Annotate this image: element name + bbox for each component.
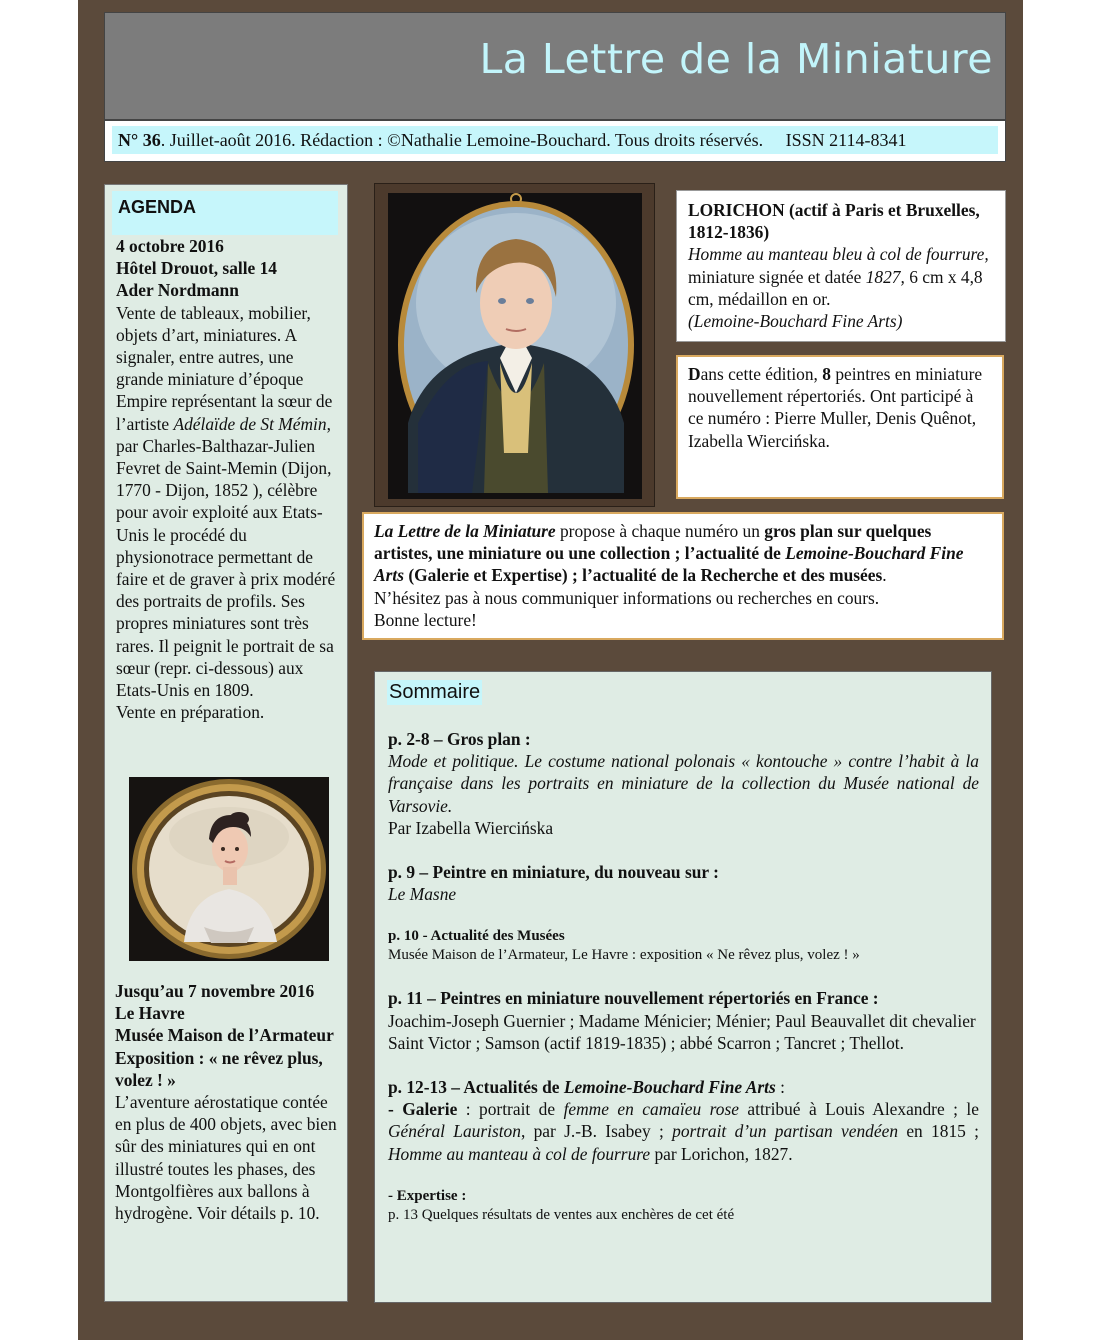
- galerie-work: Général Lauriston: [388, 1121, 521, 1142]
- sommaire-entry-title: Mode et politique. Le costume national polonais « kontouche » contre l’habit à la française dans les portraits en miniature de la collection du Musée national de Varsovie.: [388, 751, 979, 816]
- sommaire-entry-title: Le Masne: [388, 884, 457, 905]
- galerie-work: Homme au manteau à col de fourrure: [388, 1143, 651, 1164]
- caption-credit: (Lemoine-Bouchard Fine Arts): [688, 311, 903, 332]
- sommaire-head-text: p. 12-13 – Actualités de: [388, 1077, 564, 1098]
- issue-line: [112, 126, 998, 154]
- sommaire-head-gallery: Lemoine-Bouchard Fine Arts: [563, 1077, 776, 1098]
- event-note: Vente en préparation.: [116, 702, 265, 723]
- event-date: Jusqu’au 7 novembre 2016: [115, 981, 315, 1001]
- caption-artist: LORICHON (actif à Paris et Bruxelles, 1812-1836): [688, 200, 980, 243]
- edition-text-2: peintres en miniature nouvellement répertoriés. Ont participé à ce numéro : Pierre Muller, Denis Quênot, Izabella Wiercińska.: [688, 364, 983, 451]
- issue-bar: [104, 120, 1006, 162]
- event-exhibition: Exposition : « ne rêvez plus, volez ! »: [115, 1047, 323, 1090]
- intro-line-2: N’hésitez pas à nous communiquer informations ou recherches en cours.: [374, 587, 880, 608]
- sommaire-panel: [374, 671, 992, 1303]
- event-text: Vente de tableaux, mobilier, objets d’art, miniatures. A signaler, entre autres, une grande miniature d’époque Empire représentant la sœur de l’artiste: [116, 302, 333, 434]
- galerie-text: : portrait de: [457, 1099, 564, 1120]
- sommaire-entry-text: Joachim-Joseph Guernier ; Madame Ménicier; Ménier; Paul Beauvallet dit chevalier Saint Victor ; Samson (actif 1819-1835) ; abbé Scarron ; Tancret ; Thellot.: [388, 1010, 976, 1053]
- caption-year: 1827,: [865, 266, 905, 287]
- miniature-image-lorichon: [388, 193, 642, 499]
- oval-miniature-portrait: [388, 193, 642, 499]
- sommaire-entry-head: p. 10 - Actualité des Musées: [388, 928, 565, 945]
- newsletter-title: La Lettre de la Miniature: [479, 35, 993, 83]
- intro-text-1: propose à chaque numéro un: [555, 521, 765, 541]
- edition-text-1: ans cette édition,: [700, 364, 823, 384]
- sommaire-entry-head: [388, 1076, 979, 1098]
- intro-box: [362, 512, 1004, 640]
- portrait-frame: [374, 183, 655, 507]
- event-text: , par Charles-Balthazar-Julien Fevret de Saint-Memin (Dijon, 1770 - Dijon, 1852 ), célèbre pour avoir exploité aux Etats-Unis le procédé du physionotrace permettant de faire et de graver à prix modéré des portraits de profils. Ses propres miniatures sont très rares. Il peignit le portrait de sa sœur (repr. ci-dessous) aux Etats-Unis en 1809.: [116, 413, 336, 701]
- event-museum: Musée Maison de l’Armateur: [115, 1025, 334, 1046]
- round-miniature-portrait: [129, 777, 329, 961]
- intro-newsletter-name: La Lettre de la Miniature: [374, 521, 556, 541]
- galerie-text: attribué à Louis Alexandre ; le: [738, 1099, 979, 1120]
- intro-text-4: .: [882, 565, 887, 586]
- issue-number: N° 36: [118, 130, 161, 150]
- sommaire-expertise-text: p. 13 Quelques résultats de ventes aux enchères de cet été: [388, 1206, 735, 1223]
- intro-paragraph: [374, 520, 986, 587]
- intro-line-3: Bonne lecture!: [374, 609, 477, 630]
- sommaire-entry-author: Par Izabella Wiercińska: [388, 817, 554, 838]
- edition-count: 8: [822, 364, 831, 384]
- sommaire-entry-head: p. 2-8 – Gros plan :: [388, 729, 531, 749]
- event-date: 4 octobre 2016: [116, 236, 224, 256]
- intro-text-2: gros plan sur quelques artistes, une miniature ou une collection ; l’actualité de: [374, 521, 932, 564]
- caption-text: [688, 199, 998, 332]
- agenda-heading: AGENDA: [112, 191, 338, 235]
- edition-text: [688, 363, 988, 452]
- sommaire-head-colon: :: [775, 1077, 785, 1098]
- galerie-text: , par J.-B. Isabey ;: [520, 1121, 673, 1142]
- event-place: Hôtel Drouot, salle 14: [116, 258, 278, 279]
- sommaire-entry-head: p. 11 – Peintres en miniature nouvellement répertoriés en France :: [388, 988, 879, 1009]
- sommaire-expertise-head: - Expertise :: [388, 1187, 467, 1204]
- caption-details: [688, 243, 998, 310]
- sommaire-list: [388, 728, 979, 1225]
- caption-text-2: 6 cm x 4,8 cm, médaillon en or.: [688, 266, 983, 309]
- miniature-image-st-memin: [129, 777, 329, 961]
- sommaire-entry-text: Musée Maison de l’Armateur, Le Havre : exposition « Ne rêvez plus, volez ! »: [388, 947, 860, 964]
- galerie-label: - Galerie: [388, 1099, 458, 1120]
- caption-text-1: miniature signée et datée: [688, 266, 866, 287]
- event-description: [116, 302, 341, 702]
- agenda-event-1: [116, 235, 341, 723]
- galerie-work: femme en camaïeu rose: [563, 1099, 739, 1120]
- intro-text: [374, 520, 986, 631]
- edition-initial: D: [688, 364, 701, 384]
- galerie-text: en 1815 ;: [898, 1121, 979, 1142]
- galerie-work: portrait d’un partisan vendéen: [672, 1121, 899, 1142]
- agenda-event-2: [115, 980, 345, 1224]
- issue-details: . Juillet-août 2016. Rédaction : ©Nathalie Lemoine-Bouchard. Tous droits réservés.: [160, 130, 764, 150]
- intro-text-3: (Galerie et Expertise) ; l’actualité de la Recherche et des musées: [403, 565, 883, 586]
- sommaire-galerie: [388, 1098, 979, 1165]
- portrait-caption: [676, 190, 1006, 342]
- event-city: Le Havre: [115, 1003, 185, 1024]
- masthead: [104, 12, 1006, 120]
- issn: ISSN 2114-8341: [785, 130, 907, 150]
- intro-gallery-name: Lemoine-Bouchard Fine Arts: [374, 543, 964, 586]
- event-description: L’aventure aérostatique contée en plus de 400 objets, avec bien sûr des miniatures qui en ont illustré toutes les phases, des Montgolfières aux ballons à hydrogène. Voir détails p. 10.: [115, 1092, 337, 1224]
- sommaire-title: Sommaire: [389, 681, 481, 703]
- sommaire-entry-head: p. 9 – Peintre en miniature, du nouveau sur :: [388, 862, 719, 883]
- edition-box: [676, 355, 1004, 499]
- event-text-italic: Adélaïde de St Mémin: [173, 413, 327, 434]
- caption-title: Homme au manteau bleu à col de fourrure,: [688, 244, 989, 265]
- event-house: Ader Nordmann: [116, 280, 239, 301]
- galerie-text: par Lorichon, 1827.: [650, 1143, 793, 1164]
